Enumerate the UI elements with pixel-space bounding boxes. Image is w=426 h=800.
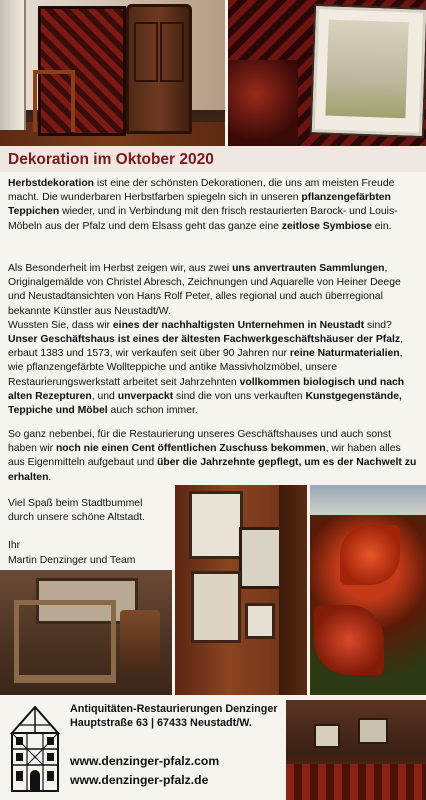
page-title: Dekoration im Oktober 2020 <box>8 151 214 168</box>
company-info <box>70 702 278 730</box>
photo-framed-painting-on-rug <box>228 0 426 146</box>
photo-framed-drawings <box>175 485 307 695</box>
body-text: Als Besonderheit im Herbst zeigen wir, aus zwei <box>8 263 233 274</box>
bold-text: Kunstgegenstände, Teppiche und Möbel <box>8 390 402 417</box>
closing-line: Viel Spaß beim Stadtbummel <box>8 498 143 509</box>
body-text: auch schon immer. <box>107 405 198 417</box>
bold-text: vollkommen biologisch und nach alten Rezepturen <box>8 376 405 402</box>
bold-text: reine Naturmaterialien <box>289 348 400 360</box>
body-text: , erbaut 1383 und 1573, wir verkaufen seit über 90 Jahren nur <box>8 334 404 360</box>
body-text: So ganz nebenbei, für die Restaurierung unseres Geschäftshauses und auch sonst haben wir <box>8 429 391 455</box>
body-text: Wussten Sie, dass wir <box>8 319 113 331</box>
body-text: , Originalgemälde von Christel Abresch, Zeichnungen und Aquarelle von Heiner Deege und Neustadtansichten von Hans Rolf Peter, alles regional und auch überregional bekannte Künstler aus Neustadt/W. <box>8 263 401 317</box>
paragraph-restoration <box>8 428 420 485</box>
half-timbered-house-logo <box>6 703 64 795</box>
body-text: wieder, und in Verbindung mit den frisch restaurierten Barock- und Louis-Möbeln aus der Pfalz und dem Elsass geht das ganze eine <box>8 206 398 232</box>
closing-line: durch unsere schöne Altstadt. <box>8 512 145 524</box>
paragraph-collections <box>8 262 420 418</box>
photo-showroom-interior <box>286 700 426 800</box>
bold-text: uns anvertrauten Sammlungen <box>232 263 385 274</box>
body-text: , wie pflanzengefärbte Wollteppiche und antike Massivholzmöbel, unsere Restaurierungswerkstatt arbeitet seit Jahrzehnten <box>8 348 403 388</box>
bold-text: Unser Geschäftshaus ist eines der ältesten Fachwerkgeschäftshäuser der Pfalz <box>8 334 401 346</box>
bold-text: zeitlose Symbiose <box>281 220 372 232</box>
bold-text: unverpackt <box>117 390 174 402</box>
body-text: , und <box>91 390 118 402</box>
bold-text: noch nie einen Cent öffentlichen Zuschuss bekommen <box>55 443 326 455</box>
body-text: . <box>48 471 52 483</box>
website-link-com[interactable]: www.denzinger-pfalz.com <box>70 754 220 768</box>
signature-line: Martin Denzinger und Team <box>8 554 136 566</box>
bold-text: über die Jahrzehnte gepflegt, um es der Nachwelt zu erhalten <box>8 457 417 483</box>
closing-greeting <box>8 497 173 568</box>
bold-text: Herbstdekoration <box>8 178 95 189</box>
body-text: sind? <box>364 319 392 331</box>
website-link-de[interactable]: www.denzinger-pfalz.de <box>70 773 209 787</box>
body-text: , wir haben alles aus Eigenmitteln aufgebaut und <box>8 443 401 469</box>
photo-antique-loom <box>0 570 172 695</box>
body-text: ein. <box>371 220 392 232</box>
body-text: sind die von uns verkauften <box>173 390 306 402</box>
company-name: Antiquitäten-Restaurierungen Denzinger <box>70 703 278 715</box>
company-address: Hauptstraße 63 | 67433 Neustadt/W. <box>70 717 252 729</box>
bold-text: pflanzengefärbten Teppichen <box>8 192 391 218</box>
photo-autumn-vine-leaves <box>310 485 426 695</box>
photo-showroom-cabinet <box>0 0 225 146</box>
closing-line: Ihr <box>8 540 21 552</box>
bold-text: eines der nachhaltigsten Unternehmen in Neustadt <box>112 319 365 331</box>
paragraph-intro <box>8 177 420 234</box>
body-text: ist eine der schönsten Dekorationen, die uns am meisten Freude macht. Die wunderbaren Herbstfarben spiegeln sich in unseren <box>8 178 395 204</box>
